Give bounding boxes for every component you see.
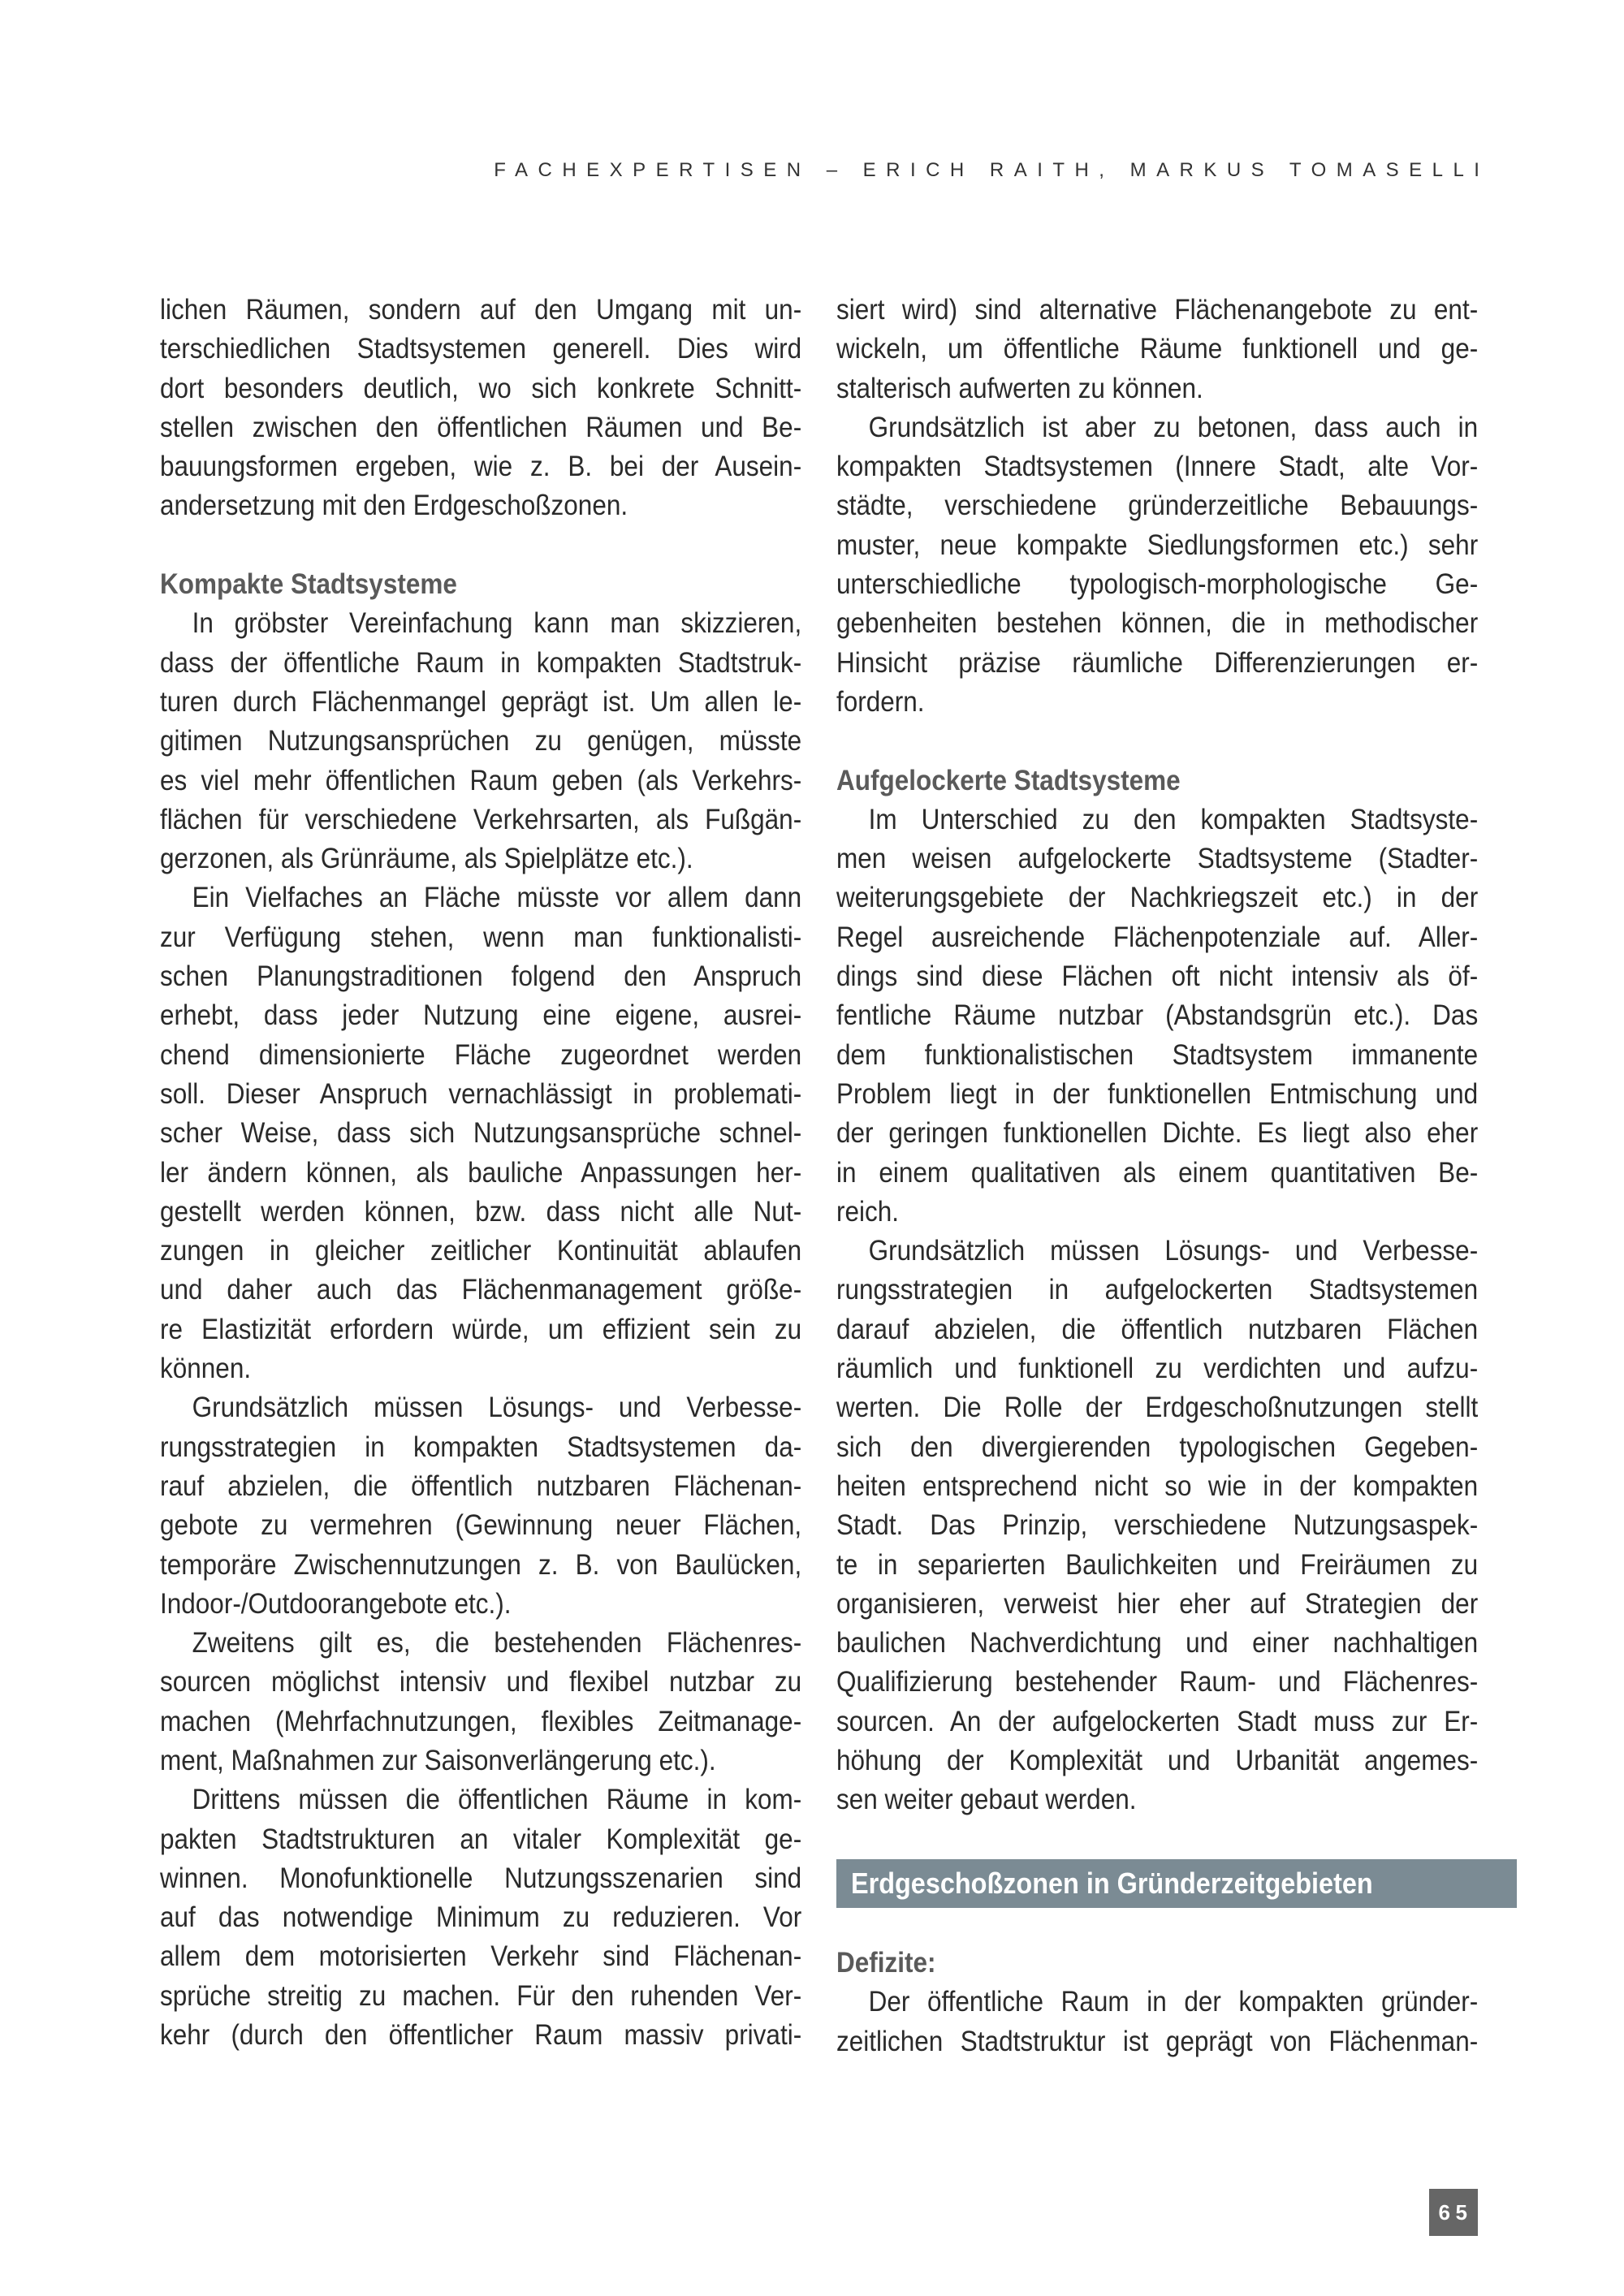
text-line: winnen. Monofunktionelle Nutzungsszenarien sind xyxy=(160,1862,802,1894)
text-line: baulichen Nachverdichtung und einer nachhaltigen xyxy=(836,1627,1479,1659)
text-line: bauungsformen ergeben, wie z. B. bei der Ausein- xyxy=(160,451,802,483)
paragraph xyxy=(160,604,801,878)
text-line: Stadt. Das Prinzip, verschiedene Nutzungsaspek- xyxy=(836,1509,1479,1542)
section-subheading: Aufgelockerte Stadtsysteme xyxy=(836,764,1181,796)
text-line: zur Verfügung stehen, wenn man funktionalisti- xyxy=(160,921,802,953)
text-line: städte, verschiedene gründerzeitliche Bebauungs- xyxy=(836,490,1479,522)
text-line: allem dem motorisierten Verkehr sind Flächenan- xyxy=(160,1940,802,1973)
text-line: te in separierten Baulichkeiten und Freiräumen zu xyxy=(836,1548,1479,1581)
text-line: Der öffentliche Raum in der kompakten gründer- xyxy=(868,1986,1479,2018)
text-line: können. xyxy=(160,1353,252,1385)
text-line: höhung der Komplexität und Urbanität angemes- xyxy=(836,1744,1479,1776)
text-line: fordern. xyxy=(836,685,925,718)
paragraph xyxy=(160,1388,801,1624)
paragraph xyxy=(836,408,1478,722)
text-line: machen (Mehrfachnutzungen, flexibles Zeitmanage- xyxy=(160,1705,802,1737)
text-line: weiterungsgebiete der Nachkriegszeit etc.) in der xyxy=(836,882,1479,914)
text-line: andersetzung mit den Erdgeschoßzonen. xyxy=(160,490,628,522)
text-line: soll. Dieser Anspruch vernachlässigt in problemati- xyxy=(160,1077,802,1110)
text-line: Grundsätzlich müssen Lösungs- und Verbesse- xyxy=(192,1392,802,1424)
paragraph xyxy=(836,801,1478,1232)
text-line: Problem liegt in der funktionellen Entmischung und xyxy=(836,1077,1479,1110)
text-line: stellen zwischen den öffentlichen Räumen und Be- xyxy=(160,411,802,443)
text-line: zeitlichen Stadtstruktur ist geprägt von Flächenman- xyxy=(836,2025,1479,2057)
text-line: sourcen. An der aufgelockerten Stadt muss zur Er- xyxy=(836,1705,1479,1737)
text-line: ler ändern können, als bauliche Anpassungen her- xyxy=(160,1156,802,1189)
text-line: sen weiter gebaut werden. xyxy=(836,1784,1137,1816)
text-line: zungen in gleicher zeitlicher Kontinuität ablaufen xyxy=(160,1235,802,1267)
text-line: dem funktionalistischen Stadtsystem immanente xyxy=(836,1038,1479,1071)
text-line: chend dimensionierte Fläche zugeordnet werden xyxy=(160,1038,802,1071)
paragraph xyxy=(160,1780,801,2055)
text-line: re Elastizität erfordern würde, um effizient sein zu xyxy=(160,1313,802,1345)
text-line: darauf abzielen, die öffentlich nutzbaren Flächen xyxy=(836,1313,1479,1345)
text-line: heiten entsprechend nicht so wie in der kompakten xyxy=(836,1470,1479,1502)
text-line: rungsstrategien in kompakten Stadtsystemen da- xyxy=(160,1431,802,1463)
text-line: Ein Vielfaches an Fläche müsste vor allem dann xyxy=(192,882,802,914)
text-line: organisieren, verweist hier eher auf Strategien der xyxy=(836,1587,1479,1620)
text-line: reich. xyxy=(836,1195,900,1228)
text-line: gestellt werden können, bzw. dass nicht alle Nut- xyxy=(160,1195,802,1228)
page-number xyxy=(1429,2189,1478,2236)
text-line: terschiedlichen Stadtsystemen generell. Dies wird xyxy=(160,333,802,365)
text-line: Zweitens gilt es, die bestehenden Flächenres- xyxy=(192,1627,802,1659)
text-line: men weisen aufgelockerte Stadtsysteme (Stadter- xyxy=(836,843,1479,875)
text-line: Hinsicht präzise räumliche Differenzierungen er- xyxy=(836,646,1479,679)
text-line: dings sind diese Flächen oft nicht intensiv als öf- xyxy=(836,960,1479,993)
text-line: In gröbster Vereinfachung kann man skizzieren, xyxy=(192,607,802,640)
text-line: pakten Stadtstrukturen an vitaler Komplexität ge- xyxy=(160,1823,802,1855)
text-line: dass der öffentliche Raum in kompakten Stadtstruk- xyxy=(160,646,802,679)
text-line: muster, neue kompakte Siedlungsformen etc.) sehr xyxy=(836,529,1479,561)
paragraph xyxy=(160,878,801,1388)
text-line: sich den divergierenden typologischen Gegeben- xyxy=(836,1431,1479,1463)
text-line: räumlich und funktionell zu verdichten und aufzu- xyxy=(836,1353,1479,1385)
text-line: gebote zu vermehren (Gewinnung neuer Flächen, xyxy=(160,1509,802,1542)
text-line: rauf abzielen, die öffentlich nutzbaren Flächenan- xyxy=(160,1470,802,1502)
text-line: kehr (durch den öffentlicher Raum massiv privati- xyxy=(160,2019,802,2052)
section-title: Erdgeschoßzonen in Gründerzeitgebieten xyxy=(851,1867,1373,1900)
left-column xyxy=(160,291,801,2055)
text-line: sourcen möglichst intensiv und flexibel nutzbar zu xyxy=(160,1666,802,1698)
subheading: Defizite: xyxy=(836,1947,936,1979)
text-line: gebenheiten bestehen können, die in methodischer xyxy=(836,607,1479,640)
text-line: turen durch Flächenmangel geprägt ist. Um allen le- xyxy=(160,685,802,718)
text-line: der geringen funktionellen Dichte. Es liegt also eher xyxy=(836,1117,1479,1150)
text-line: gerzonen, als Grünräume, als Spielplätze etc.). xyxy=(160,843,693,875)
text-line: schen Planungstraditionen folgend den Anspruch xyxy=(160,960,802,993)
text-line: werten. Die Rolle der Erdgeschoßnutzungen stellt xyxy=(836,1392,1479,1424)
text-line: stalterisch aufwerten zu können. xyxy=(836,372,1203,404)
text-line: flächen für verschiedene Verkehrsarten, als Fußgän- xyxy=(160,803,802,835)
text-line: auf das notwendige Minimum zu reduzieren. Vor xyxy=(160,1901,802,1934)
text-line: scher Weise, dass sich Nutzungsansprüche schnel- xyxy=(160,1117,802,1150)
text-line: Drittens müssen die öffentlichen Räume in kom- xyxy=(192,1784,802,1816)
section-body xyxy=(836,1944,1478,2061)
text-line: Regel ausreichende Flächenpotenziale auf. Aller- xyxy=(836,921,1479,953)
text-line: sprüche streitig zu machen. Für den ruhenden Ver- xyxy=(160,1979,802,2012)
text-line: lichen Räumen, sondern auf den Umgang mit un- xyxy=(160,294,802,326)
text-line: ment, Maßnahmen zur Saisonverlängerung etc.). xyxy=(160,1744,716,1776)
text-line: gitimen Nutzungsansprüchen zu genügen, müsste xyxy=(160,725,802,757)
paragraph xyxy=(160,291,801,526)
text-line: es viel mehr öffentlichen Raum geben (als Verkehrs- xyxy=(160,764,802,796)
text-line: in einem qualitativen als einem quantitativen Be- xyxy=(836,1156,1479,1189)
text-line: wickeln, um öffentliche Räume funktionell und ge- xyxy=(836,333,1479,365)
paragraph xyxy=(836,291,1478,408)
text-line: Grundsätzlich ist aber zu betonen, dass auch in xyxy=(868,411,1479,443)
paragraph xyxy=(160,1624,801,1780)
running-head: FACHEXPERTISEN – ERICH RAITH, MARKUS TOMASELLI xyxy=(494,159,1490,181)
text-line: unterschiedliche typologisch-morphologische Ge- xyxy=(836,568,1479,601)
text-line: Im Unterschied zu den kompakten Stadtsyste- xyxy=(868,803,1479,835)
text-line: Qualifizierung bestehender Raum- und Flächenres- xyxy=(836,1666,1479,1698)
text-line: temporäre Zwischennutzungen z. B. von Baulücken, xyxy=(160,1548,802,1581)
paragraph xyxy=(836,1232,1478,1819)
page-number-text: 65 xyxy=(1438,2199,1473,2225)
section-heading-bar xyxy=(836,1859,1517,1908)
text-line: siert wird) sind alternative Flächenangebote zu ent- xyxy=(836,294,1479,326)
text-line: und daher auch das Flächenmanagement größe- xyxy=(160,1274,802,1306)
text-line: Grundsätzlich müssen Lösungs- und Verbesse- xyxy=(868,1235,1479,1267)
text-line: kompakten Stadtsystemen (Innere Stadt, alte Vor- xyxy=(836,451,1479,483)
text-line: fentliche Räume nutzbar (Abstandsgrün etc.). Das xyxy=(836,999,1479,1032)
text-line: erhebt, dass jeder Nutzung eine eigene, ausrei- xyxy=(160,999,802,1032)
text-line: Indoor-/Outdoorangebote etc.). xyxy=(160,1587,512,1620)
section-subheading: Kompakte Stadtsysteme xyxy=(160,568,457,601)
text-line: dort besonders deutlich, wo sich konkrete Schnitt- xyxy=(160,372,802,404)
right-column xyxy=(836,291,1478,1820)
text-line: rungsstrategien in aufgelockerten Stadtsystemen xyxy=(836,1274,1479,1306)
